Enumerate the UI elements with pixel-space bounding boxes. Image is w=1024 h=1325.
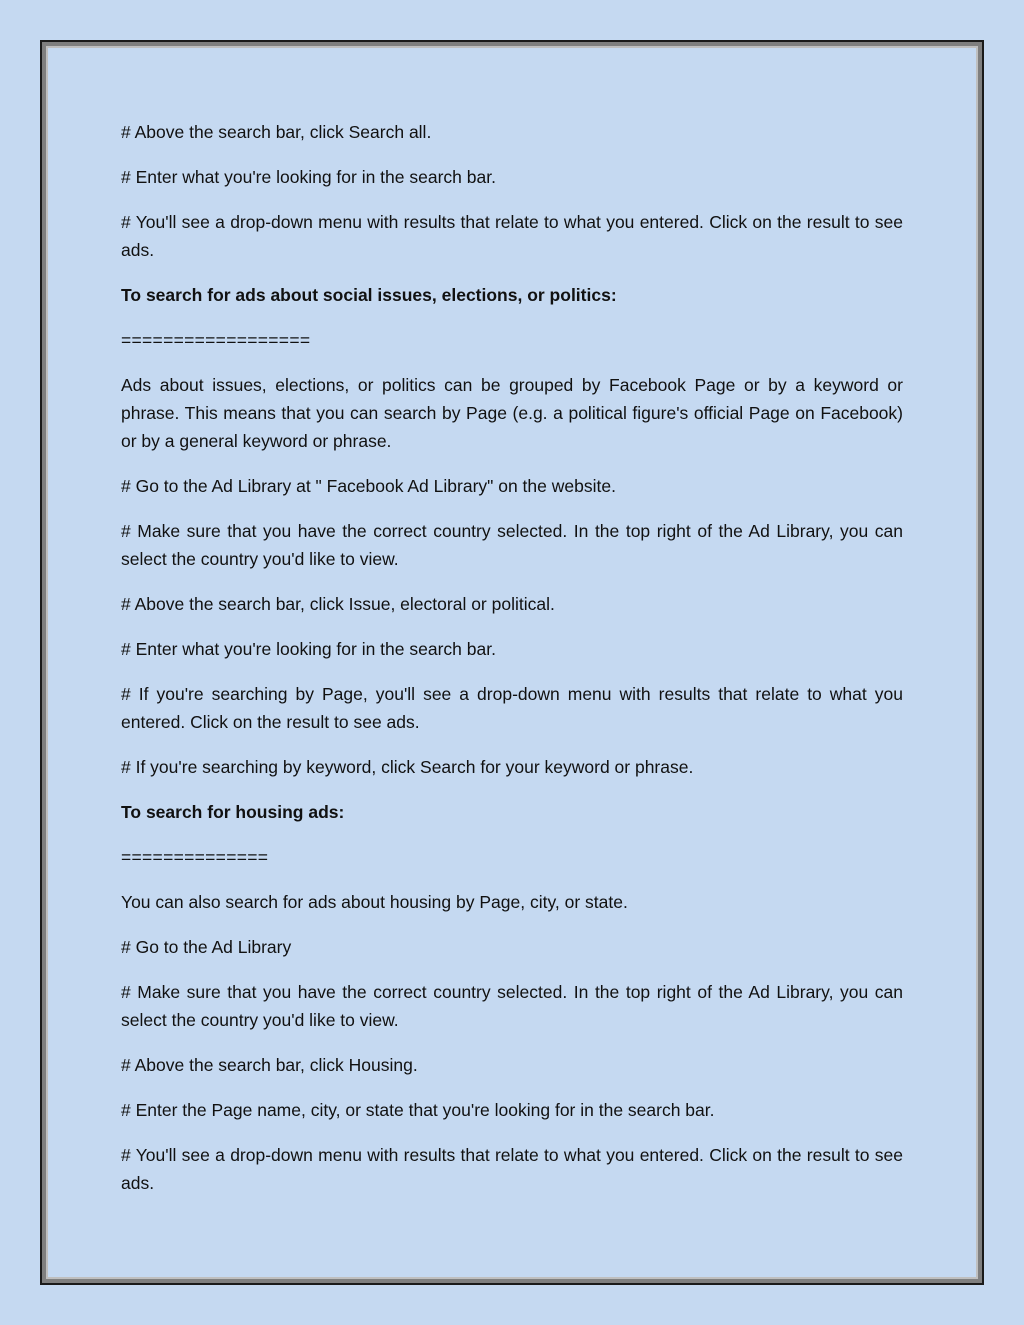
step-enter-page-city-state: # Enter the Page name, city, or state that you're looking for in the search bar. (121, 1100, 715, 1120)
step-click-search-all: # Above the search bar, click Search all. (121, 122, 432, 142)
step-enter-search-term: # Enter what you're looking for in the search bar. (121, 167, 496, 187)
section-divider: ================== (121, 330, 311, 350)
step-select-country: # Make sure that you have the correct country selected. In the top right of the Ad Library, you can select the country you'd like to view. (121, 982, 903, 1030)
step-dropdown-results: # You'll see a drop-down menu with results that relate to what you entered. Click on the result to see ads. (121, 1145, 903, 1193)
step-search-by-keyword: # If you're searching by keyword, click Search for your keyword or phrase. (121, 757, 694, 777)
housing-ads-intro: You can also search for ads about housing by Page, city, or state. (121, 892, 628, 912)
political-ads-intro: Ads about issues, elections, or politics can be grouped by Facebook Page or by a keyword or phrase. This means that you can search by Page (e.g. a political figure's official Page on Facebook) or by a general keyword or phrase. (121, 375, 903, 451)
step-dropdown-results: # You'll see a drop-down menu with results that relate to what you entered. Click on the result to see ads. (121, 212, 903, 260)
section-heading-housing-ads: To search for housing ads: (121, 802, 345, 822)
step-click-issue-electoral: # Above the search bar, click Issue, electoral or political. (121, 594, 555, 614)
step-go-to-ad-library: # Go to the Ad Library (121, 937, 292, 957)
step-enter-search-term: # Enter what you're looking for in the search bar. (121, 639, 496, 659)
document-body (121, 118, 903, 1214)
step-go-to-ad-library: # Go to the Ad Library at " Facebook Ad Library" on the website. (121, 476, 616, 496)
section-heading-political-ads: To search for ads about social issues, elections, or politics: (121, 285, 617, 305)
step-search-by-page: # If you're searching by Page, you'll see a drop-down menu with results that relate to what you entered. Click on the result to see ads. (121, 684, 903, 732)
section-divider: ============== (121, 847, 269, 867)
step-click-housing: # Above the search bar, click Housing. (121, 1055, 418, 1075)
step-select-country: # Make sure that you have the correct country selected. In the top right of the Ad Library, you can select the country you'd like to view. (121, 521, 903, 569)
